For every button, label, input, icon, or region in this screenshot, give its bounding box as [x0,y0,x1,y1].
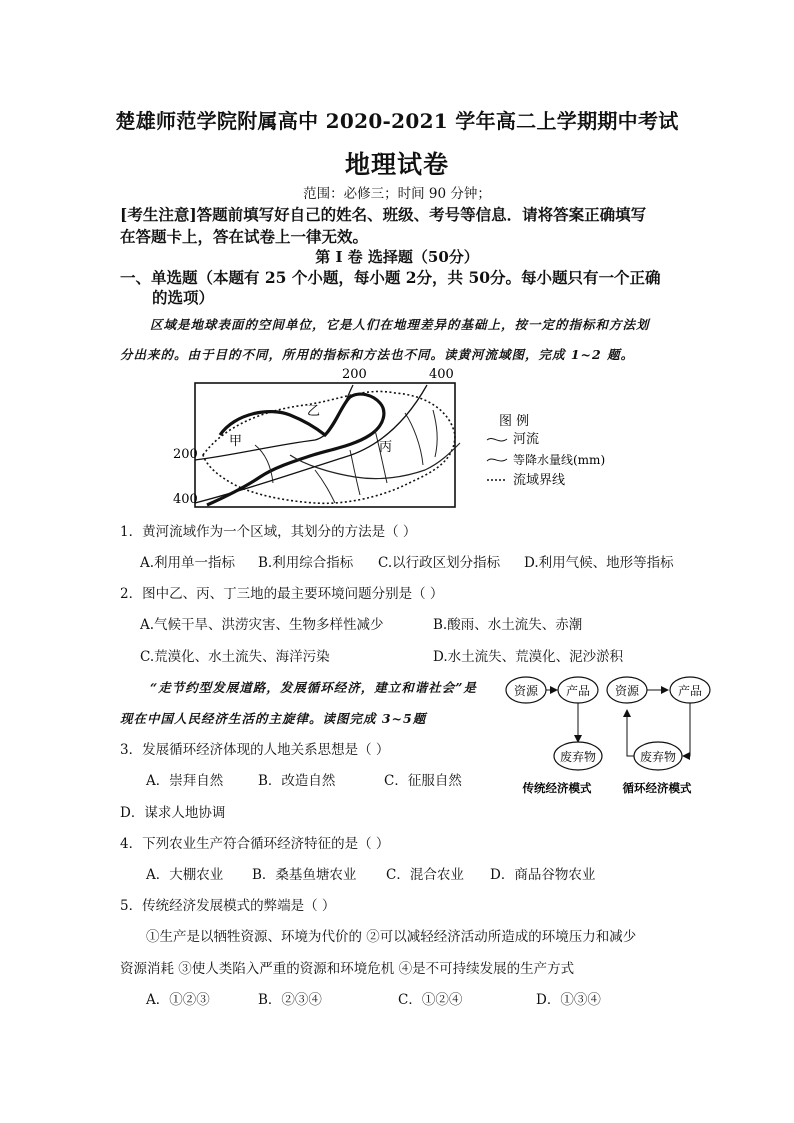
circular-resource-label: 资源 [614,684,640,698]
q4-option-b[interactable]: B．桑基鱼塘农业 [252,867,357,883]
legend-river-label: 河流 [513,432,540,447]
isohyet-200 [195,385,353,460]
q3-option-c[interactable]: C．征服自然 [384,773,462,789]
q3-option-b[interactable]: B．改造自然 [258,773,336,789]
q1-option-a[interactable]: A.利用单一指标 [140,555,236,571]
legend-title: 图 例 [499,414,530,429]
yellow-river-basin-map [165,365,606,515]
notice-line-1: [考生注意]答题前填写好自己的姓名、班级、考号等信息．请将答案正确填写 [120,205,647,224]
traditional-caption: 传统经济模式 [522,781,592,795]
part-heading-line-2: 的选项） [152,288,215,307]
q1-option-d[interactable]: D.利用气候、地形等指标 [524,555,674,571]
place-label-bing: 丙 [379,440,393,455]
q5-option-b[interactable]: B．②③④ [258,992,322,1008]
q2-option-d[interactable]: D.水土流失、荒漠化、泥沙淤积 [433,649,624,665]
traditional-waste-label: 废弃物 [559,750,597,764]
contour-label-top-400: 400 [429,367,454,382]
q4-stem: 4．下列农业生产符合循环经济特征的是（ ） [120,836,390,852]
circular-arrow-waste-resource [627,710,634,756]
legend-isohyet-swatch [487,459,507,461]
q3-stem: 3．发展循环经济体现的人地关系思想是（ ） [120,742,390,758]
q5-statements-line-2: 资源消耗 ③使人类陷入严重的资源和环境危机 ④是不可持续发展的生产方式 [120,961,575,977]
q1-stem: 1．黄河流域作为一个区域，其划分的方法是（ ） [120,524,417,540]
q1-option-b[interactable]: B.利用综合指标 [258,555,354,571]
passage-1-line-2: 分出来的。由于目的不同，所用的指标和方法也不同。读黄河流域图，完成 1~2 题。 [120,347,635,362]
contour-label-left-200: 200 [173,447,198,462]
yellow-river-main [207,394,384,505]
passage-2-line-1: “走节约型发展道路，发展循环经济，建立和谐社会”是 [150,680,477,695]
circular-caption: 循环经济模式 [622,781,692,795]
place-label-yi: 乙 [307,404,321,419]
q5-stem: 5．传统经济发展模式的弊端是（ ） [120,898,336,914]
tributary-7 [315,470,335,503]
q5-statements-line-1: ①生产是以牺牲资源、环境为代价的 ②可以减轻经济活动所造成的环境压力和减少 [146,929,637,945]
q2-option-a[interactable]: A.气候干旱、洪涝灾害、生物多样性减少 [140,617,384,633]
exam-scope: 范围：必修三；时间 90 分钟； [303,186,491,202]
q5-option-a[interactable]: A．①②③ [146,992,210,1008]
notice-line-2: 在答题卡上，答在试卷上一律无效。 [120,227,369,246]
place-label-jia: 甲 [229,434,243,449]
contour-label-top-200: 200 [342,367,367,382]
section-heading: 第 I 卷 选择题（50分） [315,248,479,266]
traditional-product-label: 产品 [565,684,591,698]
q3-option-a[interactable]: A．崇拜自然 [146,773,224,789]
passage-1-line-1: 区域是地球表面的空间单位，它是人们在地理差异的基础上，按一定的指标和方法划 [150,317,650,332]
legend-boundary-label: 流域界线 [513,473,566,488]
contour-label-left-400: 400 [173,492,198,507]
q5-option-c[interactable]: C．①②④ [398,992,463,1008]
q2-option-c[interactable]: C.荒漠化、水土流失、海洋污染 [140,649,330,665]
q4-option-d[interactable]: D．商品谷物农业 [490,867,596,883]
q1-option-c[interactable]: C.以行政区划分指标 [378,555,501,571]
q5-option-d[interactable]: D．①③④ [536,992,601,1008]
passage-2-line-2: 现在中国人民经济生活的主旋律。读图完成 3~5题 [120,711,427,726]
tributary-1 [290,443,460,479]
legend-isohyet-label: 等降水量线(mm) [513,453,606,467]
exam-title: 楚雄师范学院附属高中 2020-2021 学年高二上学期期中考试 [115,109,679,133]
part-heading-line-1: 一、单选题（本题有 25 个小题，每小题 2分，共 50分。每小题只有一个正确 [120,268,661,287]
q4-option-c[interactable]: C．混合农业 [386,867,464,883]
circular-product-label: 产品 [677,684,703,698]
tributary-5 [433,410,437,457]
traditional-resource-label: 资源 [513,684,539,698]
q2-stem: 2．图中乙、丙、丁三地的最主要环境问题分别是（ ） [120,586,444,602]
circular-arrow-product-waste [683,703,690,756]
legend-river-swatch [487,439,507,441]
tributary-4 [405,413,423,465]
tributary-2 [350,450,360,495]
economic-model-diagram [505,672,725,802]
q2-option-b[interactable]: B.酸雨、水土流失、赤潮 [433,617,583,633]
subject-title: 地理试卷 [344,150,449,179]
tributary-3 [375,430,387,483]
q4-option-a[interactable]: A．大棚农业 [146,867,224,883]
q3-option-d[interactable]: D．谋求人地协调 [120,805,226,821]
circular-waste-label: 废弃物 [639,750,677,764]
